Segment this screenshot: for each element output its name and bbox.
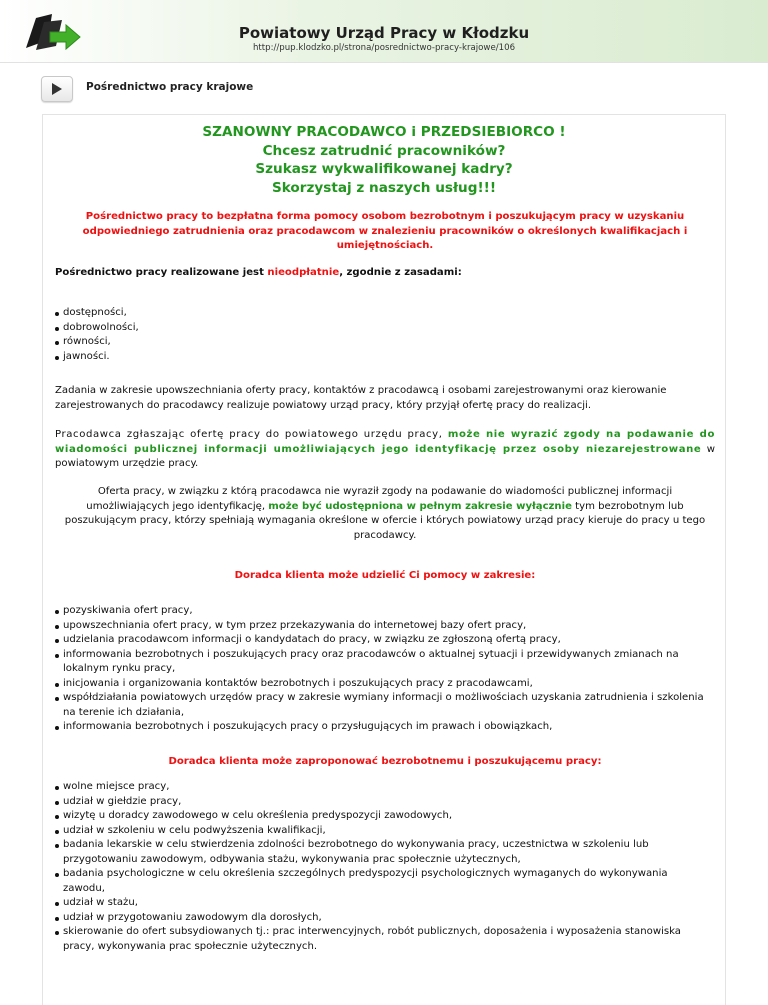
heading-line: Chcesz zatrudnić pracowników? — [262, 142, 506, 159]
list-item: upowszechniania ofert pracy, w tym przez przekazywania do internetowej bazy ofert pracy, — [55, 619, 705, 634]
list-item: skierowanie do ofert subsydiowanych tj.: prac interwencyjnych, robót publicznych, doposażenia i wyposażenia stanowiska pracy, wykonywania prac społecznie użytecznych. — [55, 925, 705, 954]
advisor-help-list — [55, 604, 705, 735]
heading-line: Skorzystaj z naszych usług!!! — [271, 179, 497, 196]
employer-text: w powiatowym urzędzie pracy. — [55, 443, 716, 469]
list-item: wizytę u doradcy zawodowego w celu określenia predyspozycji zawodowych, — [55, 809, 705, 824]
offer-highlight: może być udostępniona w pełnym zakresie wyłącznie — [268, 500, 572, 512]
list-item: informowania bezrobotnych i poszukujących pracy o przysługujących im prawach i obowiązkach, — [55, 720, 705, 735]
principles-intro — [55, 266, 715, 281]
employer-text: Pracodawca zgłaszając ofertę pracy do powiatowego urzędu pracy, — [55, 429, 448, 440]
main-heading — [43, 123, 725, 197]
free-of-charge-highlight: nieodpłatnie — [267, 267, 340, 278]
intro-paragraph: Pośrednictwo pracy to bezpłatna forma pomocy osobom bezrobotnym i poszukującym pracy w uzyskaniu odpowiedniego zatrudnienia oraz pracodawcom w znalezieniu pracowników o określonych kwalifikacjach i umiejętnościach. — [82, 211, 688, 251]
list-item: badania lekarskie w celu stwierdzenia zdolności bezrobotnego do wykonywania pracy, uczestnictwa w szkoleniu lub przygotowaniu zawodowym, odbywania stażu, wykonywania prac społecznie użytecznych, — [55, 838, 705, 867]
list-item: równości, — [55, 335, 705, 350]
list-item: udzielania pracodawcom informacji o kandydatach do pracy, w związku ze zgłoszoną ofertą pracy, — [55, 633, 705, 648]
list-item: udział w giełdzie pracy, — [55, 795, 705, 810]
offer-text: Oferta pracy, w związku z którą pracodawca nie wyraził zgody na podawanie do wiadomości publicznej informacji umożliwiających jego identyfikację, — [86, 486, 673, 512]
list-item: inicjowania i organizowania kontaktów bezrobotnych i poszukujących pracy z pracodawcami, — [55, 677, 705, 692]
principles-intro-text: , zgodnie z zasadami: — [339, 267, 462, 278]
heading-line: Szukasz wykwalifikowanej kadry? — [255, 161, 513, 177]
list-item: dobrowolności, — [55, 321, 705, 336]
offer-paragraph — [57, 485, 713, 543]
site-url[interactable]: http://pup.klodzko.pl/strona/posrednictwo-pracy-krajowe/106 — [252, 43, 516, 53]
advisor-offer-title: Doradca klienta może zaproponować bezrobotnemu i poszukującemu pracy: — [168, 756, 602, 767]
content-panel — [42, 114, 726, 1005]
play-arrow-icon — [51, 83, 63, 95]
site-title: Powiatowy Urząd Pracy w Kłodzku — [238, 24, 530, 42]
heading-line: SZANOWNY PRACODAWCO i PRZEDSIEBIORCO ! — [202, 124, 566, 140]
list-item: wolne miejsce pracy, — [55, 780, 705, 795]
employer-paragraph — [55, 428, 715, 472]
list-item: informowania bezrobotnych i poszukujących pracy oraz pracodawców o aktualnej sytuacji i przewidywanych zmianach na lokalnym rynku pracy, — [55, 648, 705, 677]
offer-text: tym bezrobotnym lub poszukującym pracy, którzy spełniają wymagania określone w ofercie i których powiatowy urząd pracy kieruje do pracy u tego pracodawcy. — [64, 500, 706, 541]
list-item: współdziałania powiatowych urzędów pracy w zakresie wymiany informacji o możliwościach uzyskania zatrudnienia i szkolenia na terenie ich działania, — [55, 691, 705, 720]
site-header — [0, 0, 768, 63]
list-item: pozyskiwania ofert pracy, — [55, 604, 705, 619]
advisor-help-title: Doradca klienta może udzielić Ci pomocy w zakresie: — [234, 570, 536, 581]
list-item: udział w stażu, — [55, 896, 705, 911]
list-item: udział w przygotowaniu zawodowym dla dorosłych, — [55, 911, 705, 926]
section-title: Pośrednictwo pracy krajowe — [86, 81, 254, 93]
principles-list — [55, 306, 705, 364]
tasks-paragraph: Zadania w zakresie upowszechniania oferty pracy, kontaktów z pracodawcą i osobami zarejestrowanymi oraz kierowanie zarejestrowanych do pracodawcy realizuje powiatowy urząd pracy, który przyjął ofertę pracy do realizacji. — [55, 385, 667, 411]
list-item: jawności. — [55, 350, 705, 365]
list-item: badania psychologiczne w celu określenia szczególnych predyspozycji psychologicznych wymaganych do wykonywania zawodu, — [55, 867, 705, 896]
advisor-offer-list — [55, 780, 705, 954]
employer-highlight: może nie wyrazić zgody na podawanie do wiadomości publicznej informacji umożliwiających jego identyfikację przez osoby niezarejestrowane — [55, 429, 715, 455]
principles-intro-text: Pośrednictwo pracy realizowane jest — [55, 267, 268, 278]
list-item: udział w szkoleniu w celu podwyższenia kwalifikacji, — [55, 824, 705, 839]
section-nav-button[interactable] — [41, 76, 73, 102]
list-item: dostępności, — [55, 306, 705, 321]
